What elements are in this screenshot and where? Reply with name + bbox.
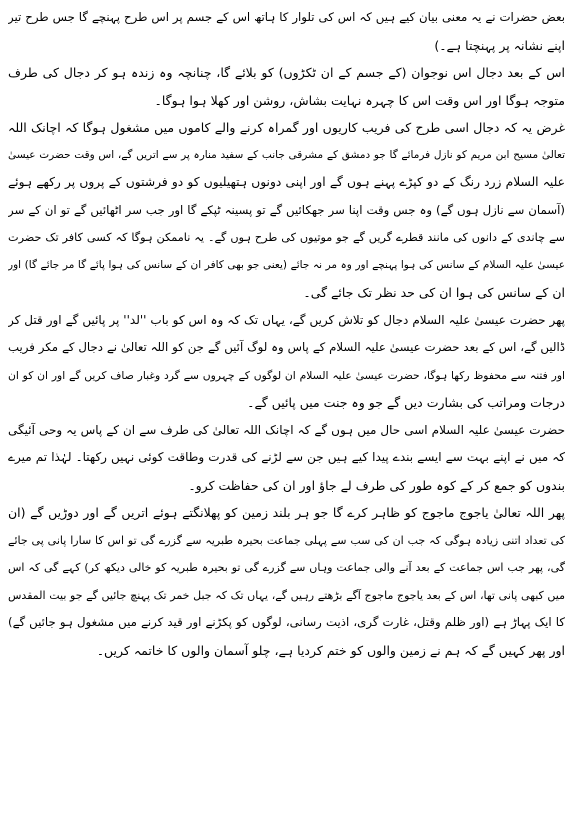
text-line: ڈالیں گے، اس کے بعد حضرت عیسیٰ علیہ السلام کے پاس وہ لوگ آئیں گے جن کو اللہ تعالیٰ نے دجال کے مکر فریب: [8, 340, 565, 354]
text-line: حضرت عیسیٰ علیہ السلام اسی حال میں ہوں گے کہ اچانک اللہ تعالیٰ کی طرف سے ان کے پاس یہ وحی آئیگی: [8, 422, 565, 437]
text-line: پھر اللہ تعالیٰ یاجوج ماجوج کو ظاہر کرے گا جو ہر بلند زمین کو پھلانگتے ہوئے اتریں گے اور دوڑیں گے (ان: [8, 505, 565, 520]
text-line: درجات ومراتب کی بشارت دیں گے جو وہ جنت میں پائیں گے۔: [247, 395, 565, 410]
text-line: علیہ السلام زرد رنگ کے دو کپڑے پہنے ہوں گے اور اپنی دونوں ہتھیلیوں کو دو فرشتوں کے پروں پر رکھے ہوئے: [8, 175, 565, 189]
text-line: اپنے نشانہ پر پہنچتا ہے۔): [434, 37, 565, 53]
text-line: غرض یہ کہ دجال اسی طرح کی فریب کاریوں اور گمراہ کرنے والے کاموں میں مشغول ہوگا کہ اچانک اللہ: [8, 120, 565, 135]
text-line: اس کے بعد دجال اس نوجوان (کے جسم کے ان ٹکڑوں) کو بلائے گا، چنانچہ وہ زندہ ہو کر دجال کی طرف: [8, 65, 565, 80]
text-line: بعض حضرات نے یہ معنی بیان کیے ہیں کہ اس کی تلوار کا ہاتھ اس کے جسم پر اس طرح پہنچے گا جس طرح تیر: [8, 10, 565, 24]
text-line: کا ایک پہاڑ ہے (اور ظلم وقتل، غارت گری، اذیت رسانی، لوگوں کو پکڑنے اور قید کرنے میں مشغول ہو جائیں گے): [8, 615, 565, 629]
text-line: بندوں کو جمع کر کے کوہ طور کی طرف لے جاؤ اور ان کی حفاظت کرو۔: [188, 477, 565, 493]
text-line: عیسیٰ علیہ السلام کے سانس کی ہوا پہنچے اور وہ مر نہ جائے (یعنی جو بھی کافر ان کے سانس کی ہوا پائے گا مر جائے گا) اور: [8, 258, 565, 271]
text-line: سے چاندی کے دانوں کی مانند قطرے گریں گے جو موتیوں کی طرح ہوں گے۔ یہ ناممکن ہوگا کہ کسی کافر تک حضرت: [8, 231, 565, 244]
text-line: متوجہ ہوگا اور اس وقت اس کا چہرہ نہایت بشاش، روشن اور کھلا ہوا ہوگا۔: [154, 92, 565, 108]
text-line: کی تعداد اتنی زیادہ ہوگی کہ جب ان کی سب سے پہلی جماعت بحیرہ طبریہ سے گزرے گی تو اس کا سارا پانی پی جائے: [8, 533, 565, 547]
text-line: میں کبھی پانی تھا، اس کے بعد یاجوج ماجوج آگے بڑھتے رہیں گے، یہاں تک کہ جبل خمر تک پہنچ جائیں گے جو بیت المقدس: [8, 588, 565, 602]
text-line: گی، پھر جب اس جماعت کے بعد آنے والی جماعت وہاں سے گزرے گی تو بحیرہ طبریہ کو خالی دیکھ کر) کہے گی کہ اس: [8, 561, 565, 574]
text-line: پھر حضرت عیسیٰ علیہ السلام دجال کو تلاش کریں گے، یہاں تک کہ وہ اس کو باب ''لد'' پر پائیں گے اور قتل کر: [8, 312, 565, 327]
text-line: ان کے سانس کی ہوا ان کی حد نظر تک جائے گی۔: [303, 285, 565, 300]
text-line: تعالیٰ مسیح ابن مریم کو نازل فرمائے گا جو دمشق کے مشرقی جانب کے سفید منارہ پر سے اتریں گے، اس وقت حضرت عیسیٰ: [8, 148, 565, 161]
text-line: (آسمان سے نازل ہوں گے) وہ جس وقت اپنا سر جھکائیں گے تو پسینہ ٹپکے گا اور جب سر اٹھائیں گے تو ان کے سر: [8, 202, 565, 217]
text-line: اور پھر کہیں گے کہ ہم نے زمین والوں کو ختم کردیا ہے، چلو آسمان والوں کا خاتمہ کریں۔: [96, 642, 565, 658]
text-line: اور فتنہ سے محفوظ رکھا ہوگا، حضرت عیسیٰ علیہ السلام ان لوگوں کے چہروں سے گرد وغبار صاف کریں گے اور ان کو ان: [8, 368, 565, 382]
text-line: کہ میں نے اپنے بہت سے ایسے بندے پیدا کیے ہیں جن سے لڑنے کی قدرت وطاقت کوئی نہیں رکھتا۔ لہٰذا تم میرے: [8, 450, 565, 464]
